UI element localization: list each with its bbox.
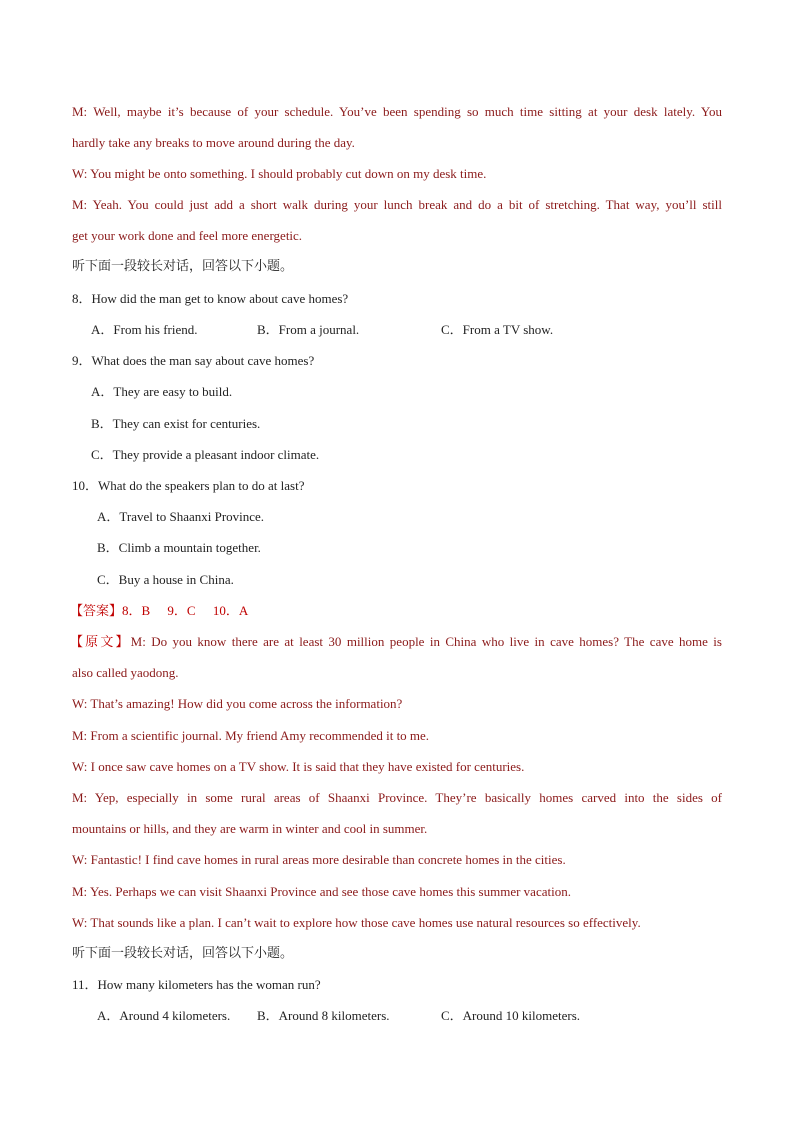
question-11-option-b: B．Around 8 kilometers. (257, 1008, 390, 1023)
transcript-line: M: Yep, especially in some rural areas of Shaanxi Province. They’re basically homes carved into the sides of (72, 790, 722, 805)
section-instruction: 听下面一段较长对话，回答以下小题。 (72, 259, 294, 274)
dialogue-line: W: You might be onto something. I should probably cut down on my desk time. (72, 166, 487, 181)
transcript-line: W: I once saw cave homes on a TV show. It is said that they have existed for centuries. (72, 759, 525, 774)
question-9-stem: 9．What does the man say about cave homes? (72, 353, 315, 368)
answer-tag: 【答案】 (70, 604, 123, 619)
transcript-tag: 【原文】 (70, 635, 131, 650)
question-8-option-b: B．From a journal. (257, 322, 360, 337)
transcript-line: also called yaodong. (72, 665, 179, 680)
answer-text: 8．B 9．C 10．A (122, 603, 249, 618)
question-9-option-a: A．They are easy to build. (91, 384, 233, 399)
transcript-line: M: From a scientific journal. My friend Amy recommended it to me. (72, 728, 430, 743)
question-10-option-b: B．Climb a mountain together. (97, 540, 261, 555)
transcript-line: M: Do you know there are at least 30 million people in China who live in cave homes? The cave home is (130, 634, 722, 649)
question-10-stem: 10．What do the speakers plan to do at last? (72, 478, 305, 493)
transcript-line: mountains or hills, and they are warm in winter and cool in summer. (72, 821, 428, 836)
dialogue-line: M: Well, maybe it’s because of your schedule. You’ve been spending so much time sitting at your desk lately. You (72, 104, 722, 119)
dialogue-line: get your work done and feel more energetic. (72, 228, 303, 243)
section-instruction: 听下面一段较长对话，回答以下小题。 (72, 946, 294, 961)
transcript-line: M: Yes. Perhaps we can visit Shaanxi Province and see those cave homes this summer vacation. (72, 884, 571, 899)
dialogue-line: M: Yeah. You could just add a short walk during your lunch break and do a bit of stretching. That way, you’ll still (72, 197, 722, 212)
question-10-option-c: C．Buy a house in China. (97, 572, 234, 587)
question-11-option-a: A．Around 4 kilometers. (97, 1008, 231, 1023)
question-10-option-a: A．Travel to Shaanxi Province. (97, 509, 265, 524)
question-8-option-a: A．From his friend. (91, 322, 198, 337)
question-11-stem: 11．How many kilometers has the woman run? (72, 977, 321, 992)
transcript-line: W: Fantastic! I find cave homes in rural areas more desirable than concrete homes in the cities. (72, 852, 566, 867)
question-9-option-b: B．They can exist for centuries. (91, 416, 261, 431)
answer-line (70, 602, 248, 621)
transcript-first-line (70, 633, 722, 652)
question-8-stem: 8．How did the man get to know about cave homes? (72, 291, 349, 306)
transcript-line: W: That’s amazing! How did you come across the information? (72, 696, 403, 711)
transcript-line: W: That sounds like a plan. I can’t wait to explore how those cave homes use natural resources so effectively. (72, 915, 641, 930)
dialogue-line: hardly take any breaks to move around during the day. (72, 135, 355, 150)
question-8-option-c: C．From a TV show. (441, 322, 554, 337)
question-11-option-c: C．Around 10 kilometers. (441, 1008, 581, 1023)
question-9-option-c: C．They provide a pleasant indoor climate. (91, 447, 320, 462)
